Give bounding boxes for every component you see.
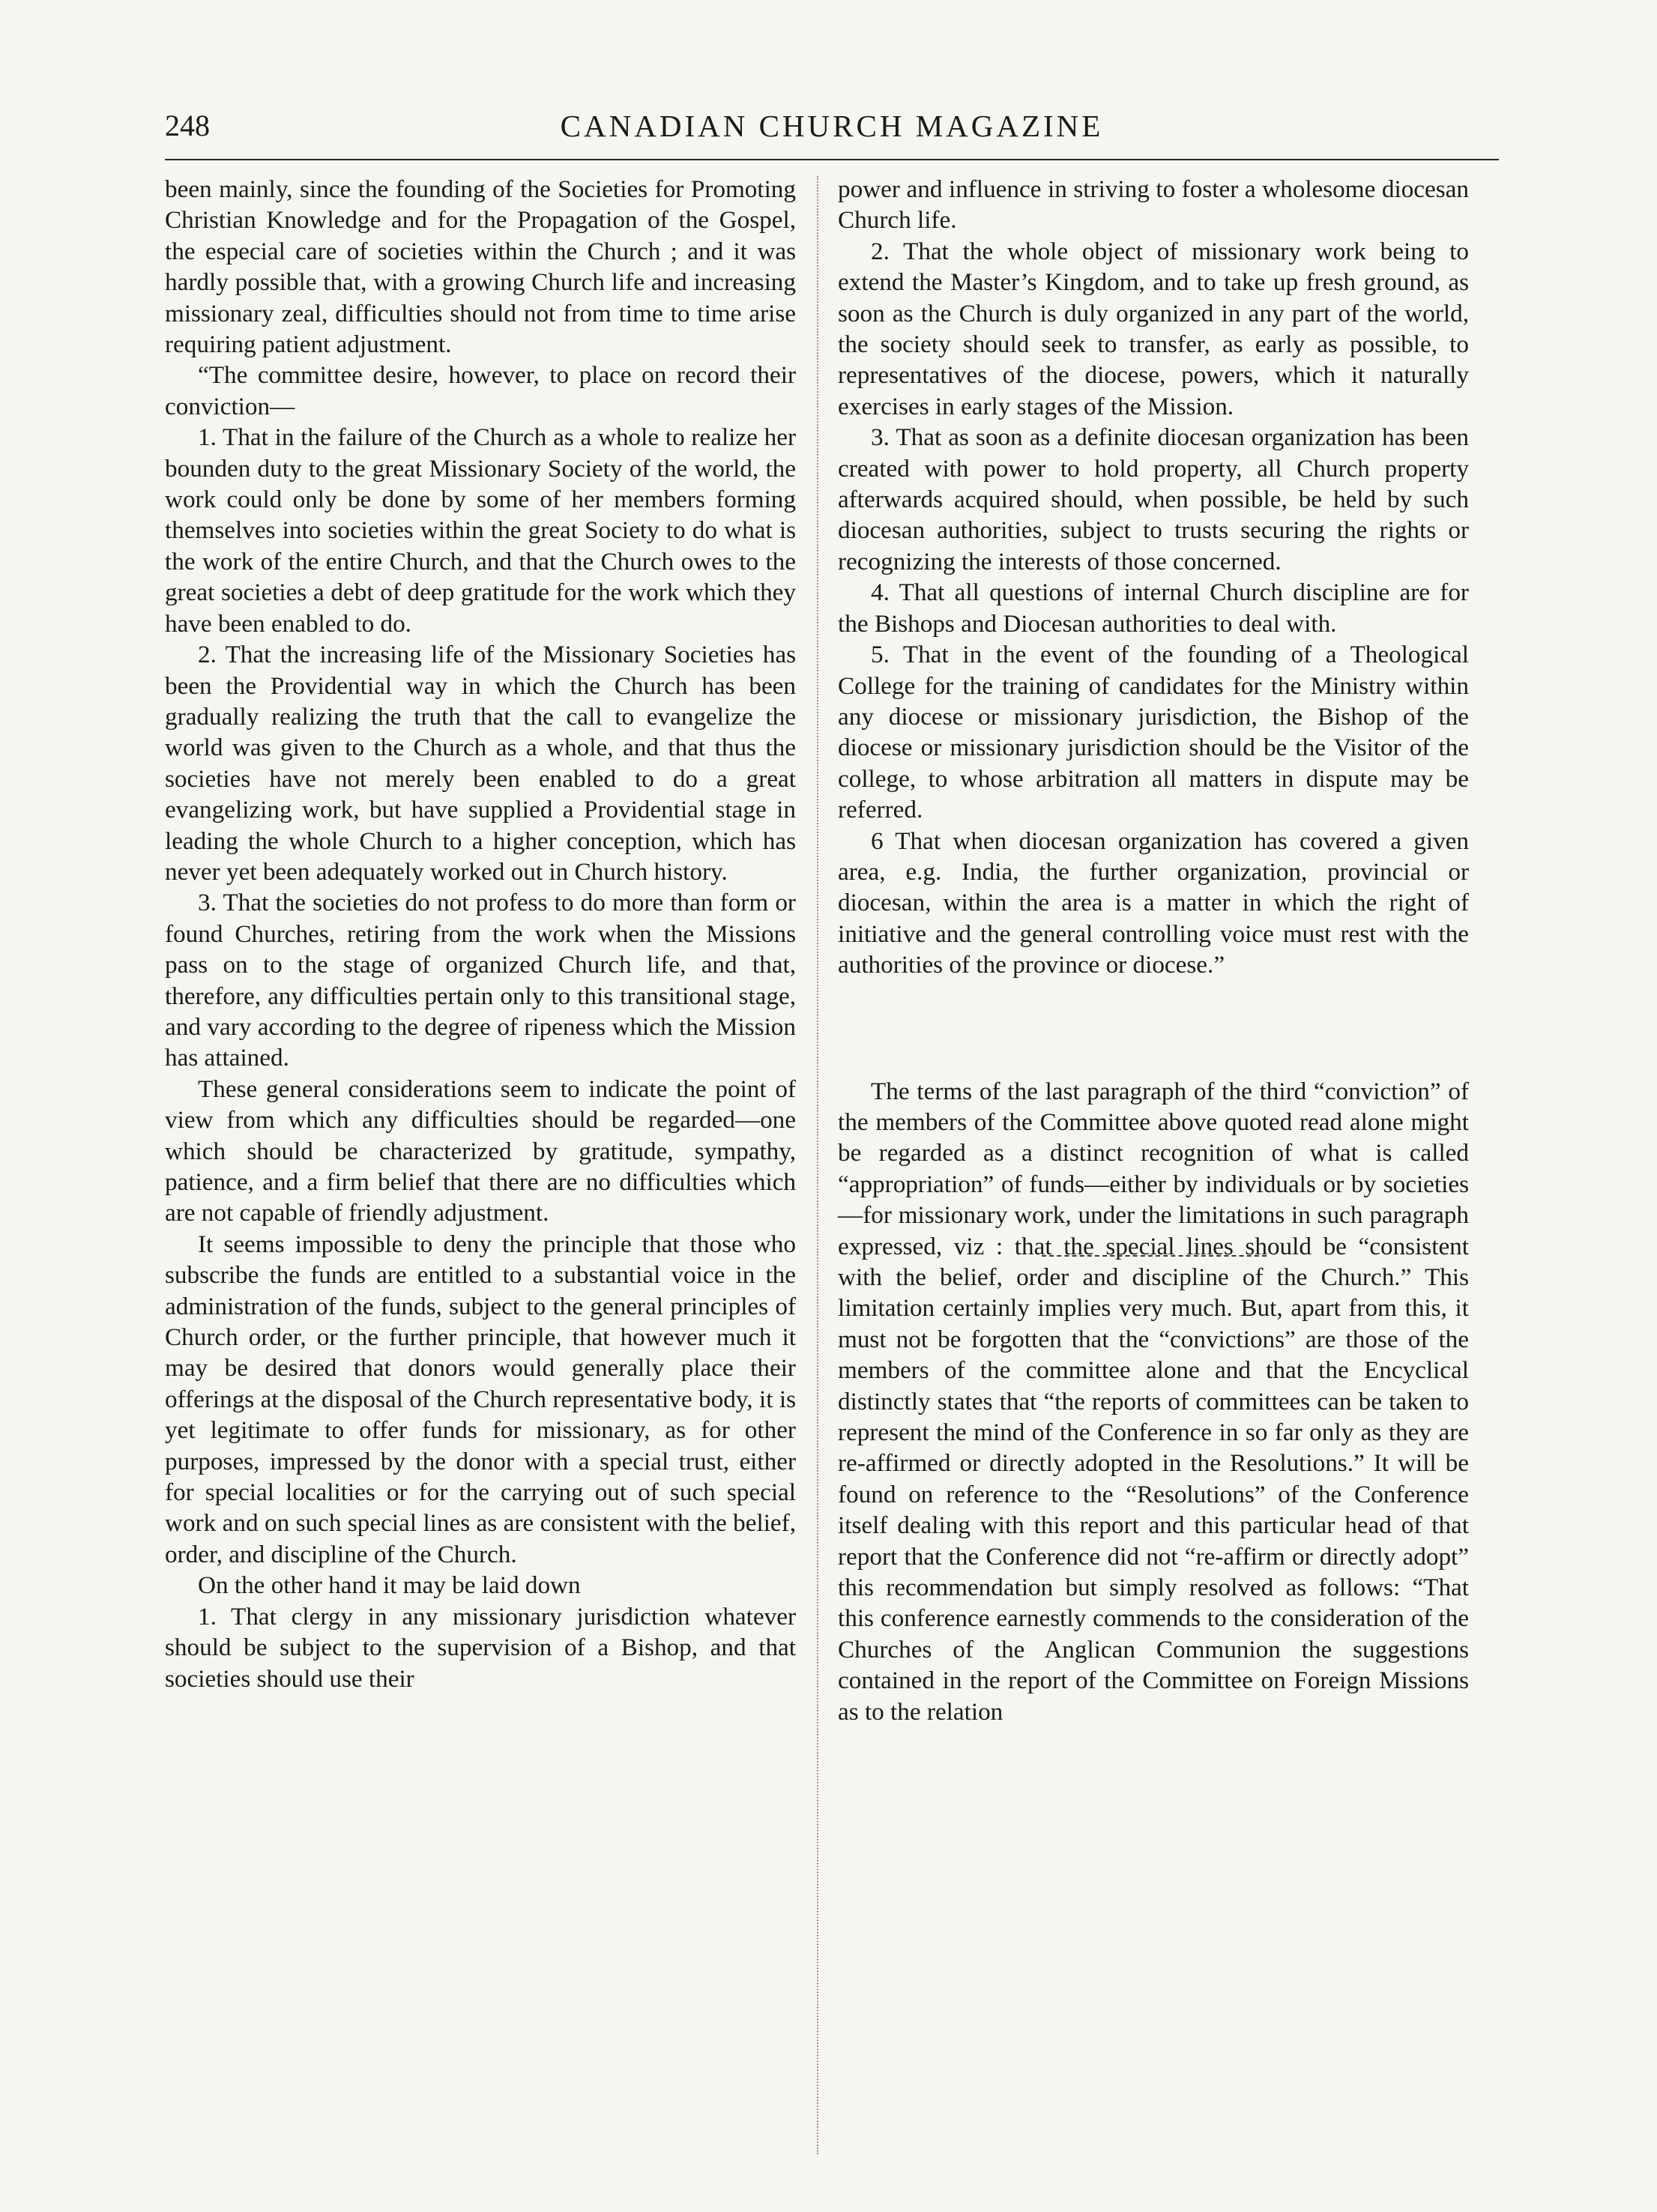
left-column bbox=[165, 174, 796, 1694]
section-gap bbox=[838, 981, 1469, 1076]
paragraph: 6 That when diocesan organization has covered a given area, e.g. India, the further organization, provincial or diocesan, within the area is a matter in which the right of initiative and the general controlling voice must rest with the authorities of the province or diocese.” bbox=[838, 827, 1469, 979]
right-column bbox=[838, 174, 1469, 1727]
paragraph: 5. That in the event of the founding of a Theological College for the training of candidates for the Ministry within any diocese or missionary jurisdiction, the Bishop of the diocese or missionary jurisdiction should be the Visitor of the college, to whose arbitration all matters in dispute may be referred. bbox=[838, 641, 1469, 824]
page-header bbox=[165, 105, 1499, 157]
paragraph: been mainly, since the founding of the Societies for Promoting Christian Knowledge and for the Propagation of the Gospel, the especial care of societies within the Church ; and it was hardly possible that, with a growing Church life and increasing missionary zeal, difficulties should not from time to time arise requiring patient adjustment. bbox=[165, 175, 796, 359]
paragraph: The terms of the last paragraph of the third “conviction” of the members of the Committee above quoted read alone might be regarded as a distinct recognition of what is called “appropriation” of funds—either by individuals or by societies—for missionary work, under the limitations in such paragraph expressed, viz : that the special lines should be “consistent with the belief, order and discipline of the Church.” This limitation certainly implies very much. But, apart from this, it must not be forgotten that the “convictions” are those of the members of the committee alone and that the Encyclical distinctly states that “the reports of committees can be taken to represent the mind of the Conference in so far only as they are re-affirmed or directly adopted in the Resolutions.” It will be found on reference to the “Resolutions” of the Conference itself dealing with this report and this particular head of that report that the Conference did not “re-affirm or directly adopt” this recommendation but simply resolved as follows: “That this conference earnestly commends to the consideration of the Churches of the Anglican Communion the suggestions contained in the report of the Committee on Foreign Missions as to the relation bbox=[838, 1077, 1469, 1726]
paragraph: power and influence in striving to foster a wholesome diocesan Church life. bbox=[838, 175, 1469, 235]
paragraph: It seems impossible to deny the principle that those who subscribe the funds are entitled to a substantial voice in the administration of the funds, subject to the general principles of Church order, or the further principle, that however much it may be desired that donors would generally place their offerings at the disposal of the Church representative body, it is yet legitimate to offer funds for missionary, as for other purposes, impressed by the donor with a special trust, either for special localities or for the carrying out of such special work and on such special lines as are consistent with the belief, order, and discipline of the Church. bbox=[165, 1230, 796, 1568]
paragraph: 1. That clergy in any missionary jurisdiction whatever should be subject to the supervision of a Bishop, and that societies should use their bbox=[165, 1602, 796, 1693]
header-rule bbox=[165, 159, 1499, 160]
paragraph: 3. That the societies do not profess to do more than form or found Churches, retiring from the work when the Missions pass on to the stage of organized Church life, and that, therefore, any difficulties pertain only to this transitional stage, and vary according to the degree of ripeness which the Mission has attained. bbox=[165, 889, 796, 1072]
paragraph: “The committee desire, however, to place on record their conviction— bbox=[165, 361, 796, 420]
page-number: 248 bbox=[165, 109, 210, 142]
section-divider bbox=[1042, 1255, 1267, 1257]
paragraph: On the other hand it may be laid down bbox=[198, 1571, 581, 1600]
paragraph: 1. That in the failure of the Church as a whole to realize her bounden duty to the great Missionary Society of the world, the work could only be done by some of her members forming themselves into societies within the great Society to do what is the work of the entire Church, and that the Church owes to the great societies a debt of deep gratitude for the work which they have been enabled to do. bbox=[165, 423, 796, 638]
paragraph: 3. That as soon as a definite diocesan organization has been created with power to hold property, all Church property afterwards acquired should, when possible, be held by such diocesan authorities, subject to trusts securing the rights or recognizing the interests of those concerned. bbox=[838, 423, 1469, 575]
paragraph: These general considerations seem to indicate the point of view from which any difficulties should be regarded—one which should be characterized by gratitude, sympathy, patience, and a firm belief that there are no difficulties which are not capable of friendly adjustment. bbox=[165, 1075, 796, 1227]
column-gutter bbox=[817, 176, 818, 2154]
paragraph: 4. That all questions of internal Church discipline are for the Bishops and Diocesan authorities to deal with. bbox=[838, 578, 1469, 638]
paragraph: 2. That the whole object of missionary work being to extend the Master’s Kingdom, and to take up fresh ground, as soon as the Church is duly organized in any part of the world, the society should seek to transfer, as early as possible, to representatives of the diocese, powers, which it naturally exercises in early stages of the Mission. bbox=[838, 237, 1469, 420]
paragraph: 2. That the increasing life of the Missionary Societies has been the Providential way in which the Church has been gradually realizing the truth that the call to evangelize the world was given to the Church as a whole, and that thus the societies have not merely been enabled to do a great evangelizing work, but have supplied a Providential stage in leading the whole Church to a higher conception, which has never yet been adequately worked out in Church history. bbox=[165, 641, 796, 886]
running-title: CANADIAN CHURCH MAGAZINE bbox=[560, 109, 1104, 143]
